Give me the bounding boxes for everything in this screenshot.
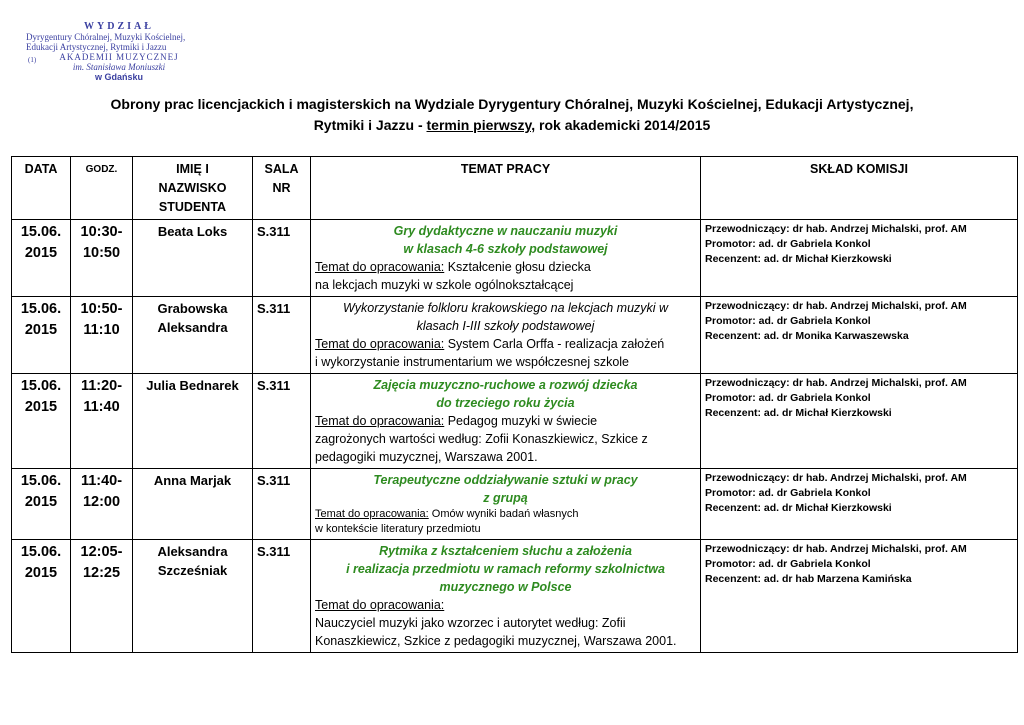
committee-cell: Przewodniczący: dr hab. Andrzej Michalski, prof. AM Promotor: ad. dr Gabriela Konkol Recenzent: ad. dr Monika Karwaszewska (701, 297, 1018, 374)
logo-line: WYDZIAŁ (84, 21, 154, 32)
room-cell: S.311 (253, 220, 311, 297)
date-cell: 15.06. 2015 (12, 297, 71, 374)
thesis-title: Zajęcia muzyczno-ruchowe a rozwój dziecka do trzeciego roku życia (373, 378, 638, 410)
task-text: w kontekście literatury przedmiotu (315, 523, 481, 535)
logo-line: AKADEMII MUZYCZNEJ (59, 52, 179, 62)
thesis-title: Terapeutyczne oddziaływanie sztuki w pracy z grupą (373, 473, 638, 505)
date-cell: 15.06. 2015 (12, 469, 71, 540)
committee-cell: Przewodniczący: dr hab. Andrzej Michalski, prof. AM Promotor: ad. dr Gabriela Konkol Recenzent: ad. dr Michał Kierzkowski (701, 220, 1018, 297)
topic-cell (311, 540, 701, 653)
task-text: Nauczyciel muzyki jako wzorzec i autorytet według: Zofii (315, 616, 626, 630)
page-title (20, 94, 1004, 136)
logo-line: Dyrygentury Chóralnej, Muzyki Kościelnej, (26, 32, 186, 42)
title-line-2 (20, 115, 1004, 136)
time-cell: 10:30- 10:50 (71, 220, 133, 297)
header-room: SALA NR (253, 157, 311, 220)
task-label: Temat do opracowania: (315, 598, 445, 612)
topic-cell (311, 297, 701, 374)
table-row (12, 297, 1018, 374)
task-text: na lekcjach muzyki w szkole ogólnokształcącej (315, 278, 574, 292)
header-topic: TEMAT PRACY (311, 157, 701, 220)
time-cell: 11:40- 12:00 (71, 469, 133, 540)
title-term: termin pierwszy, (426, 117, 536, 133)
date-cell: 15.06. 2015 (12, 374, 71, 469)
room-cell: S.311 (253, 374, 311, 469)
time-cell: 11:20- 11:40 (71, 374, 133, 469)
table-row (12, 469, 1018, 540)
task-text: Temat do opracowania: Omów wyniki badań własnych (315, 508, 579, 520)
topic-cell (311, 374, 701, 469)
student-cell: Anna Marjak (133, 469, 253, 540)
committee-cell: Przewodniczący: dr hab. Andrzej Michalski, prof. AM Promotor: ad. dr Gabriela Konkol Recenzent: ad. dr Michał Kierzkowski (701, 374, 1018, 469)
topic-cell (311, 469, 701, 540)
task-text: Temat do opracowania: System Carla Orffa - realizacja założeń (315, 337, 665, 351)
room-cell: S.311 (253, 540, 311, 653)
header-time: GODZ. (71, 157, 133, 220)
thesis-title: Rytmika z kształceniem słuchu a założenia i realizacja przedmiotu w ramach reformy szkolnictwa muzycznego w Polsce (346, 544, 665, 594)
title-line-1: Obrony prac licencjackich i magisterskich na Wydziale Dyrygentury Chóralnej, Muzyki Kościelnej, Edukacji Artystycznej, (110, 96, 914, 112)
task-text: zagrożonych wartości według: Zofii Konaszkiewicz, Szkice z (315, 432, 648, 446)
committee-cell: Przewodniczący: dr hab. Andrzej Michalski, prof. AM Promotor: ad. dr Gabriela Konkol Recenzent: ad. dr Michał Kierzkowski (701, 469, 1018, 540)
task-text: Konaszkiewicz, Szkice z pedagogiki muzycznej, Warszawa 2001. (315, 634, 677, 648)
task-text: pedagogiki muzycznej, Warszawa 2001. (315, 450, 538, 464)
header-committee: SKŁAD KOMISJI (701, 157, 1018, 220)
task-text: Temat do opracowania: Kształcenie głosu dziecka (315, 260, 591, 274)
table-row (12, 540, 1018, 653)
logo-number: (1) (28, 56, 37, 64)
table-header-row (12, 157, 1018, 220)
logo-line: w Gdańsku (94, 72, 143, 82)
date-cell: 15.06. 2015 (12, 220, 71, 297)
table-row (12, 374, 1018, 469)
logo-line: Edukacji Artystycznej, Rytmiki i Jazzu (26, 42, 167, 52)
header-student: IMIĘ I NAZWISKO STUDENTA (133, 157, 253, 220)
schedule-table (11, 156, 1018, 653)
title-prefix: Rytmiki i Jazzu - (313, 117, 427, 133)
header-date: DATA (12, 157, 71, 220)
room-cell: S.311 (253, 297, 311, 374)
committee-cell: Przewodniczący: dr hab. Andrzej Michalski, prof. AM Promotor: ad. dr Gabriela Konkol Recenzent: ad. dr hab Marzena Kamińska (701, 540, 1018, 653)
topic-cell (311, 220, 701, 297)
time-cell: 10:50- 11:10 (71, 297, 133, 374)
table-row (12, 220, 1018, 297)
title-suffix: rok akademicki 2014/2015 (535, 117, 711, 133)
student-cell: Julia Bednarek (133, 374, 253, 469)
student-cell: Beata Loks (133, 220, 253, 297)
room-cell: S.311 (253, 469, 311, 540)
task-text: Temat do opracowania: Pedagog muzyki w świecie (315, 414, 598, 428)
task-text: i wykorzystanie instrumentarium we współczesnej szkole (315, 355, 630, 369)
time-cell: 12:05- 12:25 (71, 540, 133, 653)
date-cell: 15.06. 2015 (12, 540, 71, 653)
student-cell: Grabowska Aleksandra (133, 297, 253, 374)
thesis-title: Wykorzystanie folkloru krakowskiego na lekcjach muzyki w klasach I-III szkoły podstawowej (342, 301, 669, 333)
student-cell: Aleksandra Szcześniak (133, 540, 253, 653)
thesis-title: Gry dydaktyczne w nauczaniu muzyki w klasach 4-6 szkoły podstawowej (393, 224, 618, 256)
faculty-logo (26, 22, 212, 82)
logo-line: im. Stanisława Moniuszki (72, 62, 166, 72)
